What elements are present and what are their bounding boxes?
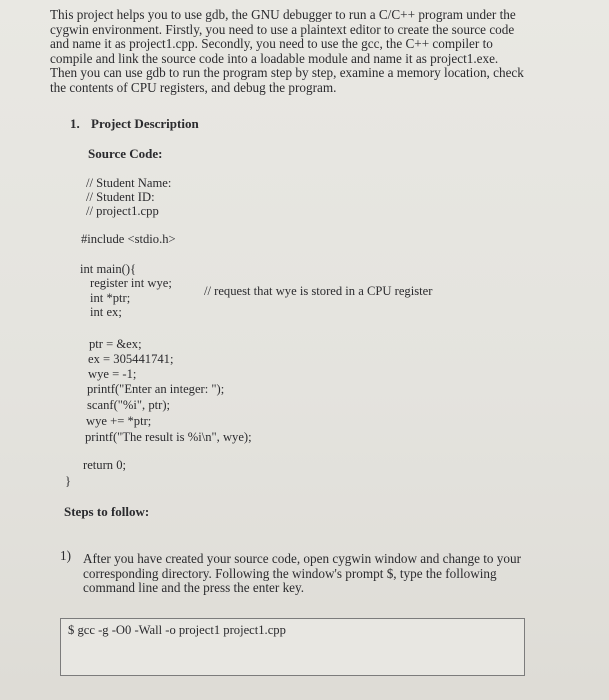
command-box	[60, 618, 525, 676]
intro-line: compile and link the source code into a loadable module and name it as project1.exe.	[50, 50, 499, 66]
intro-paragraph	[50, 8, 524, 96]
source-code-label: Source Code:	[88, 146, 163, 161]
step-line: command line and the press the enter key.	[83, 580, 305, 596]
section-title: Project Description	[91, 116, 199, 131]
code-statement: ptr = &ex;	[89, 337, 142, 351]
code-return: return 0;	[83, 458, 127, 472]
section-number: 1.	[70, 116, 80, 131]
intro-line: Then you can use gdb to run the program step by step, examine a memory location, check	[50, 65, 524, 81]
code-statement: wye += *ptr;	[86, 414, 152, 428]
code-register-decl: register int wye;	[90, 276, 172, 290]
code-ptr-decl: int *ptr;	[90, 291, 131, 305]
code-comment-name: // Student Name:	[86, 176, 172, 190]
code-closing-brace: }	[65, 474, 72, 488]
code-statement: ex = 305441741;	[88, 352, 174, 366]
code-main-signature: int main(){	[80, 262, 137, 276]
step-line: corresponding directory. Following the window's prompt $, type the following	[83, 565, 497, 581]
code-ex-decl: int ex;	[90, 305, 122, 319]
step-text	[83, 552, 521, 596]
code-comment-file: // project1.cpp	[86, 204, 159, 218]
intro-line: cygwin environment. Firstly, you need to use a plaintext editor to create the source code	[50, 21, 515, 37]
command-line: $ gcc -g -O0 -Wall -o project1 project1.cpp	[68, 623, 286, 637]
steps-heading: Steps to follow:	[64, 504, 150, 519]
step-number: 1)	[60, 548, 71, 563]
code-register-comment: // request that wye is stored in a CPU register	[204, 284, 433, 298]
code-include: #include <stdio.h>	[81, 232, 176, 246]
code-statement: printf("Enter an integer: ");	[87, 382, 225, 396]
intro-line: This project helps you to use gdb, the GNU debugger to run a C/C++ program under the	[50, 7, 516, 22]
step-line: After you have created your source code, open cygwin window and change to your	[83, 551, 521, 566]
code-comment-id: // Student ID:	[86, 190, 155, 204]
code-statement: wye = -1;	[88, 367, 137, 381]
code-statement: printf("The result is %i\n", wye);	[85, 430, 252, 444]
intro-line: and name it as project1.cpp. Secondly, you need to use the gcc, the C++ compiler to	[50, 36, 493, 52]
code-statement: scanf("%i", ptr);	[87, 398, 171, 412]
intro-line: the contents of CPU registers, and debug the program.	[50, 79, 337, 95]
